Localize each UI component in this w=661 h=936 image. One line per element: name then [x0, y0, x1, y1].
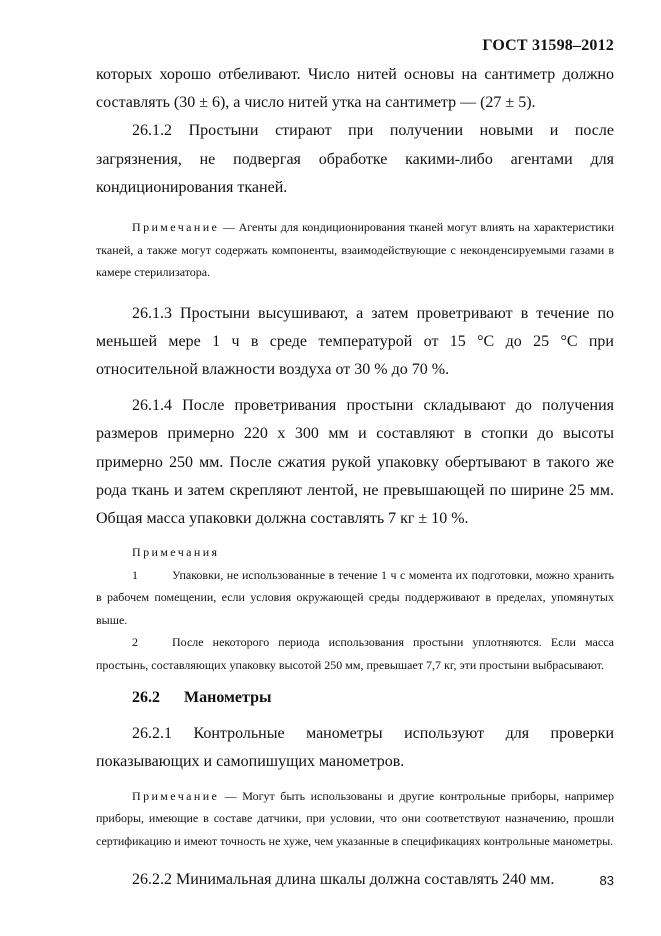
- notes-2-item-1-text: Упаковки, не использованные в течение 1 ч с момента их подготовки, можно хранить в рабочем помещении, если условия окружающей среды поддерживают в пределах, упомянутых выше.: [96, 567, 614, 627]
- notes-2-label: [96, 541, 614, 564]
- notes-2-item-2: [96, 631, 614, 676]
- paragraph-26-1-3: 26.1.3 Простыни высушивают, а затем проветривают в течение по меньшей мере 1 ч в среде температурой от 15 °С до 25 °С при относительной влажности воздуха от 30 % до 70 %.: [96, 304, 614, 378]
- document-body: [96, 61, 614, 894]
- note-1-text: — Агенты для кондиционирования тканей могут влиять на характеристики тканей, а также могут содержать компоненты, взаимодействующие с неконденсируемыми газами в камере стерилизатора.: [96, 220, 614, 280]
- note-3-label: Примечание: [132, 788, 220, 803]
- note-1-label: Примечание: [132, 220, 220, 235]
- paragraph-26-1-2: 26.1.2 Простыни стирают при получении новыми и после загрязнения, не подвергая обработке какими-либо агентами для кондиционирования тканей.: [96, 122, 614, 196]
- standard-header: ГОСТ 31598–2012: [482, 37, 614, 54]
- section-title: Манометры: [184, 689, 272, 707]
- paragraph-continuation: которых хорошо отбеливают. Число нитей основы на сантиметр должно составлять (30 ± 6), а число нитей утка на сантиметр — (27 ± 5).: [96, 66, 614, 112]
- note-3-text: — Могут быть использованы и другие контрольные приборы, например приборы, имеющие в составе датчики, при условии, что они соответствуют назначению, прошли сертификацию и имеют точность не хуже, чем указанные в спецификациях контрольные манометры.: [96, 788, 614, 848]
- paragraph-26-2-1: 26.2.1 Контрольные манометры используют для проверки показывающих и самопишущих манометров.: [96, 725, 614, 771]
- paragraph-26-1-4: 26.1.4 После проветривания простыни складывают до получения размеров примерно 220 х 300 мм и составляют в стопки до высоты примерно 250 мм. После сжатия рукой упаковку обертывают в такого же рода ткань и затем скрепляют лентой, не превышающей по ширине 25 мм. Общая масса упаковки должна составлять 7 кг ± 10 %.: [96, 397, 614, 527]
- note-3: [96, 785, 614, 853]
- section-number: 26.2: [132, 689, 160, 707]
- section-heading-26-2: [96, 684, 614, 712]
- notes-2-item-1-number: 1: [132, 567, 138, 582]
- notes-2-item-2-text: После некоторого периода использования простыни уплотняются. Если масса простынь, составляющих упаковку высотой 250 мм, превышает 7,7 кг, эти простыни выбрасывают.: [96, 635, 614, 672]
- notes-2-label-text: Примечания: [132, 545, 220, 560]
- note-1: [96, 216, 614, 284]
- notes-2-item-1: [96, 564, 614, 632]
- page-number: 83: [599, 873, 614, 888]
- paragraph-26-2-2: 26.2.2 Минимальная длина шкалы должна составлять 240 мм.: [132, 871, 555, 889]
- notes-2-item-2-number: 2: [132, 635, 138, 650]
